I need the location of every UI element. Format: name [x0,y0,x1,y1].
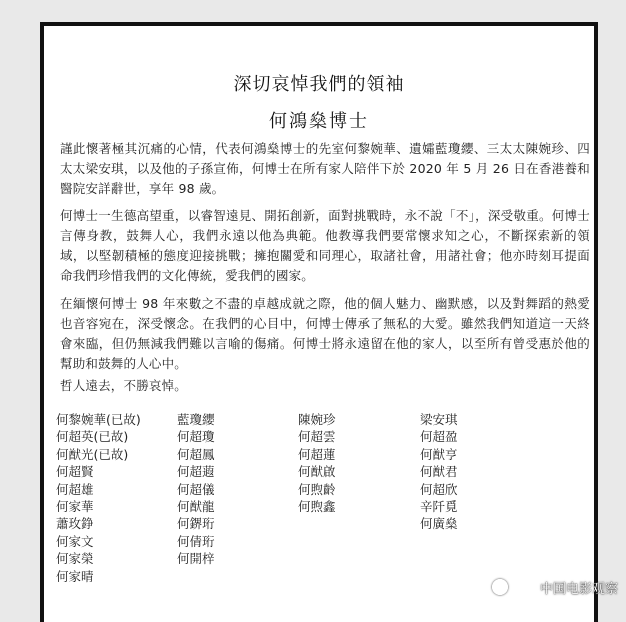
paragraph-remembrance: 在緬懷何博士 98 年來數之不盡的卓越成就之際，他的個人魅力、幽默感，以及對舞蹈的熱愛也音容宛在，深受懷念。在我們的心目中，何博士傳承了無私的大愛。雖然我們知道這一天終會來臨，但仍無減我們難以言喻的傷痛。何博士將永遠留在他的家人，以至所有曾受惠於他的幫助和鼓舞的人心中。 [60,296,590,371]
paragraph-announcement: 謹此懷著極其沉痛的心情，代表何鴻燊博士的先室何黎婉華、遺孀藍瓊纓、三太太陳婉珍、四太太梁安琪，以及他的子孫宣佈，何博士在所有家人陪伴下於 2020 年 5 月 26 日在香港養和醫院安詳辭世，享年 98 歲。 [60,141,590,196]
family-name: 何開梓 [177,551,215,567]
notice-subtitle: 何鴻燊博士 [269,111,369,132]
paragraph-character: 何博士一生德高望重，以睿智遠見、開拓創新，面對挑戰時，永不說「不」，深受敬重。何博士言傳身教，鼓舞人心，我們永遠以他為典範。他教導我們要常懷求知之心，不斷探索新的領域，以堅韌積極的態度迎接挑戰；擁抱關愛和同理心，取諸社會，用諸社會；他亦時刻耳提面命我們珍惜我們的文化傳統，愛我們的國家。 [60,208,590,283]
family-name: 何黎婉華(已故) [56,412,141,427]
family-name: 何猷啟 [298,464,336,480]
family-name: 辛阡覓 [420,499,458,515]
family-name: 何鎅珩 [177,516,215,532]
family-name: 何超儀 [177,481,215,497]
family-name: 何超雄 [56,481,94,497]
watermark-text: 中国电影观察 [539,582,618,597]
family-name: 何煦鑫 [298,499,336,515]
family-name: 何超盈 [420,429,458,445]
watermark-logo-icon [492,579,508,595]
family-name: 何超欣 [420,481,458,497]
family-name: 何家榮 [56,551,94,567]
family-name: 何煦齡 [298,481,336,497]
family-name: 藍瓊纓 [177,412,215,427]
family-name: 何猷龍 [177,499,215,515]
family-name: 何猷亨 [420,446,458,462]
family-name: 梁安琪 [420,412,458,427]
names-column-4 [420,411,458,533]
family-name: 陳婉珍 [298,412,336,427]
family-name: 何超賢 [56,464,94,480]
names-column-1 [56,411,141,585]
family-name: 蕭玫錚 [56,516,94,532]
family-name: 何超雲 [298,429,336,445]
obituary-notice [40,22,598,622]
family-name: 何廣燊 [420,516,458,532]
family-name: 何超鳳 [177,446,215,462]
family-name: 何家文 [56,533,94,549]
family-name: 何家晴 [56,568,94,584]
family-name: 何倩珩 [177,533,215,549]
family-name: 何家華 [56,499,94,515]
names-column-3 [298,411,336,515]
family-name: 何超英(已故) [56,429,129,445]
family-name: 何超瓊 [177,429,215,445]
family-name: 何超蕸 [177,464,215,480]
paragraph-closing: 哲人遠去，不勝哀悼。 [60,378,188,393]
names-column-2 [177,411,215,568]
family-name: 何猷光(已故) [56,446,129,462]
notice-title: 深切哀悼我們的領袖 [233,74,405,95]
family-name: 何超蓮 [298,446,336,462]
family-name: 何猷君 [420,464,458,480]
